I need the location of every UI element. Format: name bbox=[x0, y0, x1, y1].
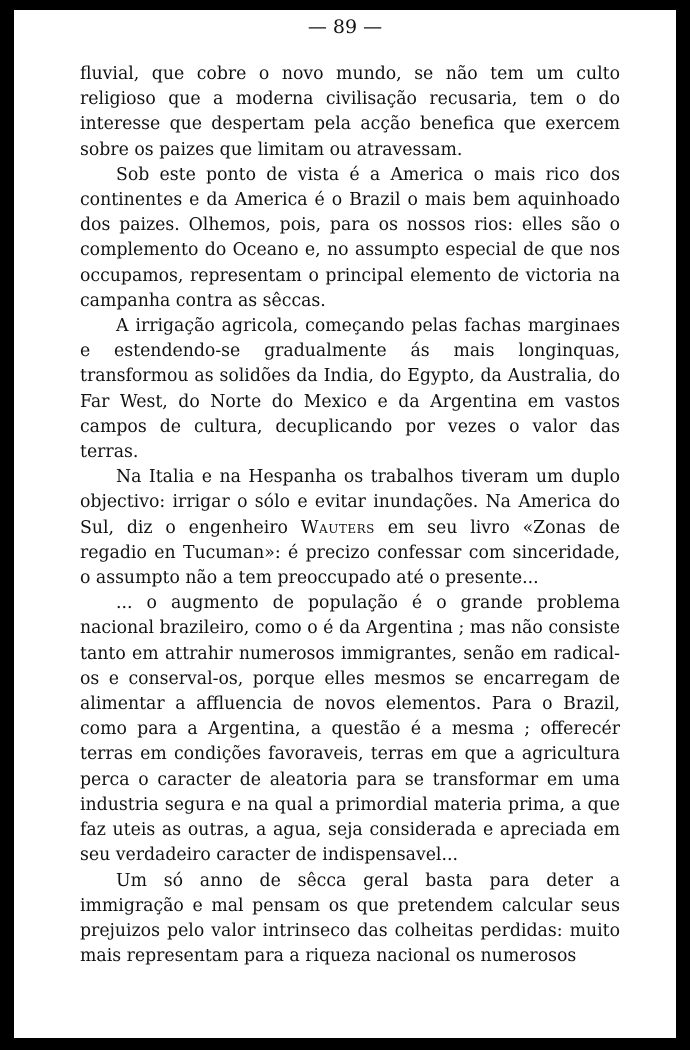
paragraph-drought: Um só anno de sêcca geral basta para deter a immigração e mal pensam os que pretendem calcular seus prejuizos pelo valor intrinseco das colheitas perdidas: muito mais representam para a riqueza nacional os numerosos bbox=[80, 870, 620, 967]
paragraph-italy-spain-after: em seu livro «Zonas de regadio en Tucuman»: é precizo confessar com sinceridade, o assumpto não a tem preoccupado até o presente... bbox=[80, 517, 620, 589]
author-name: Wauters bbox=[300, 517, 375, 538]
paragraph-continuation: fluvial, que cobre o novo mundo, se não tem um culto religioso que a moderna civilisação recusaria, tem o do interesse que despertam pela acção benefica que exercem sobre os paizes que limitam ou atravessam. bbox=[80, 64, 620, 160]
paragraph-rivers: Sob este ponto de vista é a America o mais rico dos continentes e da America é o Brazil o mais bem aquinhoado dos paizes. Olhemos, pois, para os nossos rios: elles são o complemento do Oceano e, no assumpto especial de que nos occupamos, representam o principal elemento de victoria na campanha contra as sêccas. bbox=[80, 164, 620, 311]
paragraph-italy-spain-before: Na Italia e na Hespanha os trabalhos tiveram um duplo objectivo: irrigar o sólo e evitar inundações. Na America do Sul, diz o engenheiro bbox=[80, 467, 620, 538]
paragraph-population-quote: ... o augmento de população é o grande problema nacional brazileiro, como o é da Argentina ; mas não consiste tanto em attrahir numerosos immigrantes, senão em radical-os e conserval-os, porque elles mesmos se encarregam de alimentar a affluencia de novos elementos. Para o Brazil, como para a Argentina, a questão é a mesma ; offerecér terras em condições favoraveis, terras em que a agricultura perca o caracter de aleatoria para se transformar em uma industria segura e na qual a primordial materia prima, a que faz uteis as outras, a agua, seja considerada e apreciada em seu verdadeiro caracter de indispensavel... bbox=[80, 593, 620, 866]
page-number: — 89 — bbox=[307, 16, 383, 38]
body-text bbox=[80, 62, 620, 969]
paragraph-italy-spain bbox=[80, 465, 620, 591]
book-page bbox=[14, 10, 676, 1038]
paragraph-irrigation: A irrigação agricola, começando pelas fachas marginaes e estendendo-se gradualmente ás mais longinquas, transformou as solidões da India, do Egypto, da Australia, do Far West, do Norte do Mexico e da Argentina em vastos campos de cultura, decuplicando por vezes o valor das terras. bbox=[80, 316, 620, 463]
